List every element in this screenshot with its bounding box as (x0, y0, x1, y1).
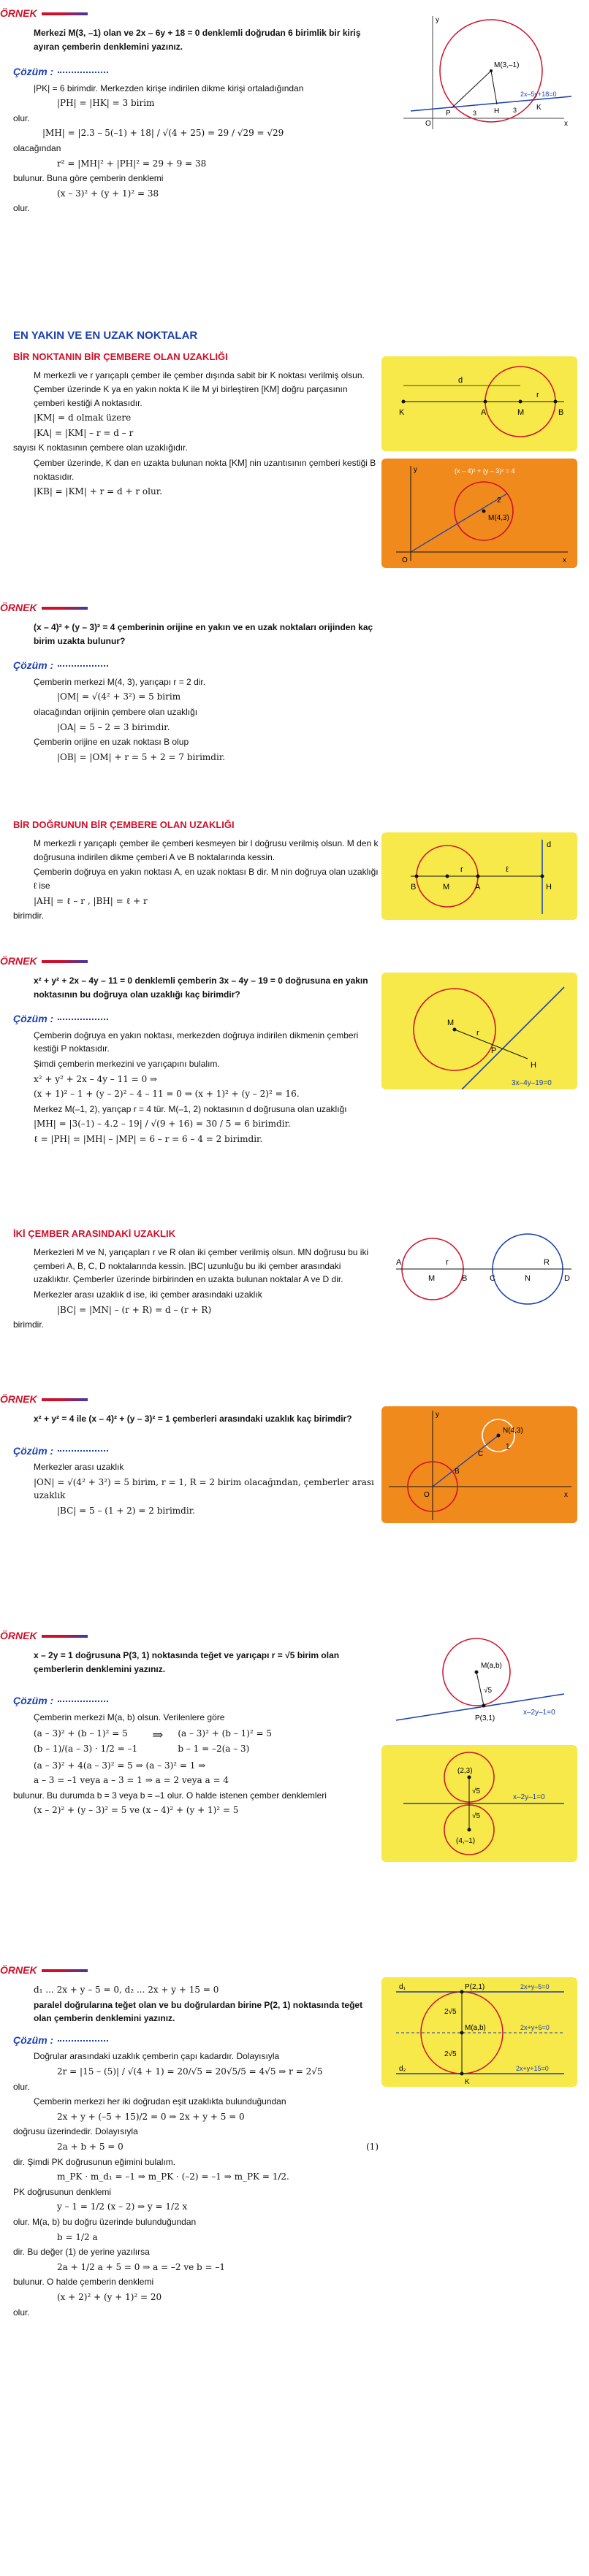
label-m: M (517, 408, 525, 417)
equation-number: (1) (366, 2142, 379, 2153)
solution-label-text: Çözüm : (13, 1444, 54, 1457)
solution-label-text: Çözüm : (13, 659, 54, 672)
text-line: olur. (13, 2081, 30, 2092)
text-line: |PK| = 6 birimdir. Merkezden kirişe indirilen dikme kirişi ortaladığından (34, 83, 304, 93)
center-point (475, 1671, 479, 1674)
point-p (482, 1704, 486, 1708)
label-r: r (476, 1029, 479, 1038)
math-line: (a – 3)² + (b – 1)² = 5 (34, 1728, 128, 1739)
system-left (34, 1725, 137, 1757)
solution-label (13, 1693, 108, 1709)
solution-label-text: Çözüm : (13, 1695, 54, 1707)
label-k: K (399, 408, 405, 417)
point-m (519, 400, 522, 404)
math-line: |OA| = 5 – 2 = 3 birimdir. (57, 721, 170, 732)
solution-label-dots (58, 72, 108, 73)
question: x – 2y = 1 doğrusuna P(3, 1) noktasında teğet ve yarıçapı r = √5 birim olan çemberlerin denklemini yazınız. (34, 1650, 340, 1674)
example-label-text: ÖRNEK (0, 7, 37, 19)
system-row (13, 1725, 379, 1757)
label-m: M (428, 1274, 436, 1283)
text-line: PK doğrusunun denklemi (13, 2186, 112, 2197)
section-subtitle: BİR DOĞRUNUN BİR ÇEMBERE OLAN UZAKLIĞI (13, 819, 235, 830)
label-l: ℓ (506, 865, 509, 874)
label-m: M(a,b) (481, 1662, 502, 1670)
math-line: b = 1/2 a (57, 2231, 98, 2242)
label-r: r (446, 1258, 449, 1267)
example-label-bar (42, 12, 88, 15)
example-label-text: ÖRNEK (0, 955, 37, 967)
label-n: N(4,3) (503, 1427, 523, 1435)
label-o: O (402, 556, 408, 564)
label-p: P(3,1) (475, 1714, 495, 1722)
math-line: 2x + y + (–5 + 15)/2 = 0 ⇒ 2x + y + 5 = 0 (57, 2111, 245, 2122)
example-label (0, 954, 88, 970)
figure-7 (381, 1628, 577, 1738)
text-line: Çemberin orijine en uzak noktası B olup (34, 737, 189, 748)
example-label-bar (42, 607, 88, 610)
label-y: y (414, 466, 417, 474)
point-b (415, 875, 419, 878)
example-label (0, 1963, 88, 1979)
label-c1: (2,3) (457, 1767, 473, 1775)
example-label-text: ÖRNEK (0, 1393, 37, 1405)
figure-2b-svg (381, 459, 577, 568)
figure-6 (381, 1406, 577, 1523)
label-o: O (424, 1491, 430, 1499)
figure-5-svg (381, 1227, 577, 1313)
solution-label (13, 658, 108, 674)
solution-label-text: Çözüm : (13, 66, 54, 77)
label-eq1: 2x+y–5=0 (520, 1983, 550, 1990)
point-a (484, 400, 487, 404)
question: x² + y² + 2x – 4y – 11 = 0 denklemli çemberin 3x – 4y – 19 = 0 doğrusuna en yakın noktasının bu doğruya olan uzaklığı kaç birimdir? (34, 975, 368, 1000)
text-line: Çemberin merkezi M(4, 3), yarıçapı r = 2 dir. (34, 676, 206, 687)
math-line: (b – 1)/(a – 3) · 1/2 = –1 (34, 1744, 138, 1755)
label-3b: 3 (513, 107, 517, 114)
math-line: 2r = |15 – (5)| / √(4 + 1) = 20/√5 = 20√5/5 = 4√5 ⇒ r = 2√5 (57, 2066, 323, 2077)
solution-label-dots (58, 1019, 108, 1020)
label-line: x–2y–1=0 (513, 1793, 545, 1801)
text-line: M merkezli r yarıçaplı çember ile çemberi kesmeyen bir l doğrusu verilmiş olsun. M den k doğrusuna indirilen dikme çemberi A ve B noktalarında kessin. (34, 838, 379, 862)
label-a: A (481, 408, 487, 417)
radius-mh (491, 71, 497, 104)
label-r1: √5 (472, 1787, 481, 1795)
math-line: |BC| = 5 – (1 + 2) = 2 birimdir. (57, 1506, 195, 1517)
label-p: P(2,1) (465, 1983, 485, 1991)
figure-9-svg (381, 1977, 577, 2087)
text-line: olacağından orijinin çembere olan uzaklığı (34, 707, 198, 718)
label-R: R (544, 1258, 550, 1267)
figure-6-svg (381, 1406, 577, 1523)
text-line: bulunur. Bu durumda b = 3 veya b = –1 olur. O halde istenen çember denklemleri (13, 1790, 327, 1801)
label-eq3: 2x+y+15=0 (516, 2065, 549, 2072)
line-on (433, 1435, 498, 1487)
label-o: O (425, 120, 431, 128)
text-line: Çemberin doğruya en yakın noktası A, en uzak noktası B dir. M nin doğruya olan uzaklığı ℓ ise (34, 867, 379, 891)
solution-label (13, 1011, 108, 1027)
text-line: Merkez M(–1, 2), yarıçap r = 4 tür. M(–1, 2) noktasının d doğrusuna olan uzaklığı (34, 1103, 347, 1114)
label-k: K (465, 2078, 470, 2086)
center-point (453, 1028, 457, 1032)
figure-4 (381, 973, 577, 1089)
solution-label (13, 2033, 108, 2049)
example-label-text: ÖRNEK (0, 1630, 37, 1641)
example-5-text (13, 1647, 379, 1819)
label-h: H (494, 107, 500, 115)
label-n: N (525, 1274, 531, 1283)
label-p: P (491, 1046, 497, 1055)
label-m: M(3,–1) (494, 61, 520, 69)
label-1: 1 (506, 1443, 510, 1451)
figure-8-svg (381, 1745, 577, 1862)
math-line: |KM| = d olmak üzere (34, 413, 132, 423)
solution-label (13, 1444, 108, 1460)
math-line: |OM| = √(4² + 3²) = 5 birim (57, 691, 181, 702)
text-line: olur. (13, 112, 30, 123)
label-c: C (490, 1274, 495, 1283)
label-d2: d₂ (399, 2065, 406, 2073)
label-h: H (546, 883, 552, 892)
radius-mp (452, 71, 491, 108)
text-line: Merkezler arası uzaklık (34, 1462, 124, 1473)
solution-label-text: Çözüm : (13, 1013, 54, 1025)
example-label-bar (42, 1635, 88, 1638)
center-2 (468, 1828, 471, 1832)
label-r2: √5 (472, 1812, 481, 1820)
label-m: M (443, 883, 450, 892)
center-point (490, 69, 493, 72)
math-line: (a – 3)² + 4(a – 3)² = 5 ⇒ (a – 3)² = 1 ⇒ (34, 1760, 206, 1771)
figure-1 (381, 9, 577, 133)
label-b: B (411, 883, 417, 892)
question: Merkezi M(3, –1) olan ve 2x – 6y + 18 = 0 denklemli doğrudan 6 birimlik bir kiriş ayıran çemberin denklemini yazınız. (34, 28, 361, 52)
text-line: bulunur. O halde çemberin denklemi (13, 2277, 154, 2288)
label-h: H (531, 1061, 536, 1070)
example-3-text (13, 973, 379, 1148)
figure-2a (381, 356, 577, 451)
label-2: 2 (497, 497, 501, 505)
example-label (0, 600, 88, 616)
label-m: M(a,b) (465, 2024, 486, 2032)
text-line: Merkezler arası uzaklık d ise, iki çember arasındaki uzaklık (34, 1289, 262, 1300)
math-line: a – 3 = –1 veya a – 3 = 1 ⇒ a = 2 veya a = 4 (34, 1775, 229, 1786)
math-line: |KA| = |KM| – r = d – r (34, 427, 134, 438)
example-label-text: ÖRNEK (0, 1964, 37, 1976)
system-right (178, 1725, 272, 1757)
text-line: doğrusu üzerindedir. Dolayısıyla (13, 2126, 138, 2137)
question: paralel doğrularına teğet olan ve bu doğrulardan birine P(2, 1) noktasında teğet olan çemberin denklemini yazınız. (34, 1999, 363, 2024)
label-a: A (396, 1258, 402, 1267)
math-line: |MH| = |3(–1) – 4.2 – 19| / √(9 + 16) = 30 / 5 = 6 birimdir. (34, 1119, 291, 1130)
solution-label (13, 64, 108, 80)
solution-label-dots (58, 1701, 108, 1702)
solution-label-dots (58, 1450, 108, 1452)
example-label-text: ÖRNEK (0, 602, 37, 613)
label-m: M (447, 1019, 455, 1027)
label-r: √5 (484, 1687, 493, 1695)
label-k: K (536, 104, 542, 112)
text-line: Merkezleri M ve N, yarıçapları r ve R olan iki çember verilmiş olsun. MN doğrusu bu iki çemberi A, B, C, D noktalarında kessin. |BC| uzunluğu bu iki çember arasındaki uzaklıktır. Çemberler üzerinde birbirinden en uzakta bulunan noktalar A ve D dir. (34, 1247, 369, 1285)
point-p (460, 1990, 464, 1994)
text-line: Şimdi çemberin merkezini ve yarıçapını bulalım. (34, 1059, 220, 1070)
example-label-bar (42, 1969, 88, 1972)
solution-label-dots (58, 2040, 108, 2042)
text-line: M merkezli ve r yarıçaplı çember ile çember dışında sabit bir K noktası verilmiş olsun. Çember üzerinde K ya en yakın nokta K ile M yi birleştiren [KM] doğru parçasının çemberi kestiği A noktasıdır. (34, 370, 365, 408)
solution-1 (13, 64, 379, 217)
figure-2a-svg (381, 356, 577, 451)
point-a (476, 875, 480, 878)
math-line: (x + 1)² – 1 + (y – 2)² – 4 – 11 = 0 ⇒ (x + 1)² + (y – 2)² = 16. (34, 1089, 300, 1100)
point-k (460, 2072, 464, 2076)
figure-4-svg (381, 973, 577, 1089)
text-line: olacağından (13, 143, 61, 154)
point-m (446, 875, 449, 878)
figure-2b (381, 459, 577, 568)
text-line: Çemberin merkezi M(a, b) olsun. Verilenlere göre (34, 1711, 225, 1722)
section-subtitle: BİR NOKTANIN BİR ÇEMBERE OLAN UZAKLIĞI (13, 351, 228, 363)
question: (x – 4)² + (y – 3)² = 4 çemberinin orijine en yakın ve en uzak noktaları orijinden kaç birim uzakta bulunur? (34, 622, 373, 646)
label-r: r (536, 391, 539, 399)
label-c2: (4,–1) (456, 1837, 476, 1845)
figure-8 (381, 1745, 577, 1862)
example-label (0, 1628, 88, 1644)
text-line: birimdir. (13, 1319, 45, 1330)
math-line: (x – 2)² + (y – 3)² = 5 ve (x – 4)² + (y + 1)² = 5 (34, 1805, 239, 1816)
text-line: dir. Şimdi PK doğrusunun eğimini bulalım. (13, 2156, 176, 2167)
label-d: d (547, 840, 552, 849)
example-1-text (13, 25, 379, 55)
text-line: birimdir. (13, 911, 45, 921)
center-n (497, 1434, 501, 1438)
math-line: |AH| = ℓ – r , |BH| = ℓ + r (34, 895, 148, 906)
label-b: B (558, 408, 564, 417)
text-line: sayısı K noktasının çembere olan uzaklığıdır. (13, 442, 188, 453)
implies-arrow: ⇒ (152, 1728, 164, 1744)
math-line: (x – 3)² + (y + 1)² = 38 (57, 188, 159, 199)
figure-3 (381, 832, 577, 920)
math-line: r² = |MH|² + |PH|² = 29 + 9 = 38 (57, 158, 207, 169)
label-a: A (475, 883, 481, 892)
label-d1: d₁ (399, 1983, 406, 1991)
label-line: 3x–4y–19=0 (512, 1079, 552, 1087)
math-line: 2a + 1/2 a + 5 = 0 ⇒ a = –2 ve b = –1 (57, 2261, 226, 2272)
example-6-text (13, 1982, 379, 2320)
example-label (0, 1392, 88, 1408)
point-h (541, 875, 544, 878)
math-line: |MH| = |2.3 – 5(–1) + 18| / √(4 + 25) = 29 / √29 = √29 (42, 128, 284, 139)
label-r1: 2√5 (444, 2008, 457, 2016)
figure-5 (381, 1227, 577, 1313)
example-2-text (13, 619, 379, 765)
math-line: (a – 3)² + (b – 1)² = 5 (178, 1728, 273, 1739)
example-label-bar (42, 1398, 88, 1401)
label-y: y (436, 16, 439, 24)
point-b (554, 400, 558, 404)
solution-label-dots (58, 665, 108, 667)
label-c: C (478, 1450, 484, 1458)
label-3a: 3 (473, 110, 477, 117)
label-y: y (436, 1411, 439, 1419)
question: x² + y² = 4 ile (x – 4)² + (y – 3)² = 1 çemberleri arasındaki uzaklık kaç birimdir? (34, 1414, 352, 1424)
math-line: |PH| = |HK| = 3 birim (57, 98, 155, 109)
label-x: x (564, 120, 568, 128)
math-line-numbered (13, 2140, 379, 2154)
label-p: P (446, 110, 451, 118)
math-line: b – 1 = –2(a – 3) (178, 1744, 250, 1755)
text-line: bulunur. Buna göre çemberin denklemi (13, 173, 164, 184)
figure-7-svg (381, 1628, 577, 1738)
math-line: m_PK · m_d₁ = –1 ⇒ m_PK · (–2) = –1 ⇒ m_PK = 1/2. (57, 2171, 289, 2182)
line-ob (411, 494, 507, 552)
text-line: Doğrular arasındaki uzaklık çemberin çapı kadardır. Dolayısıyla (34, 2051, 280, 2062)
label-d: d (458, 376, 463, 385)
text-line: dir. Bu değer (1) de yerine yazılırsa (13, 2247, 150, 2258)
math-line: |ON| = √(4² + 3²) = 5 birim, r = 1, R = 2 birim olacağından, çemberler arası uzaklık (34, 1476, 374, 1501)
example-label (0, 6, 88, 22)
label-b: B (455, 1468, 460, 1476)
math-line: ℓ = |PH| = |MH| – |MP| = 6 – r = 6 – 4 = 2 birimdir. (34, 1134, 263, 1145)
text-line: Çember üzerinde, K dan en uzakta bulunan nokta [KM] nin uzantısının çemberi kestiği B noktasıdır. (34, 457, 376, 482)
math-line: |OB| = |OM| + r = 5 + 2 = 7 birimdir. (57, 751, 226, 762)
section-2-text (13, 327, 379, 500)
example-label-bar (42, 960, 88, 963)
figure-9 (381, 1977, 577, 2087)
figure-3-svg (381, 832, 577, 920)
label-line: x–2y–1=0 (523, 1709, 555, 1717)
example-4-text (13, 1411, 379, 1519)
section-subtitle: İKİ ÇEMBER ARASINDAKİ UZAKLIK (13, 1228, 175, 1239)
text-line: Çemberin doğruya en yakın noktası, merkezden doğruya indirilen dikmenin çemberi kestiği P noktasıdır. (34, 1030, 359, 1054)
solution-label-text: Çözüm : (13, 2033, 54, 2046)
text-line: olur. (13, 2307, 30, 2318)
math-line: y – 1 = 1/2 (x – 2) ⇒ y = 1/2 x (57, 2201, 188, 2212)
math-line: d₁ ... 2x + y – 5 = 0, d₂ ... 2x + y + 15 = 0 (34, 1985, 219, 1995)
chord-line (411, 96, 571, 111)
math-line: |KB| = |KM| + r = d + r olur. (34, 486, 162, 497)
label-r: r (460, 865, 463, 874)
section-3-text (13, 818, 379, 924)
label-line: 2x–5y+18=0 (520, 91, 557, 98)
label-r2: 2√5 (444, 2050, 457, 2058)
figure-1-svg (381, 9, 577, 133)
label-x: x (564, 1491, 568, 1499)
label-d: D (564, 1274, 570, 1283)
math-line: (x + 2)² + (y + 1)² = 20 (57, 2291, 162, 2302)
label-x: x (563, 556, 566, 564)
label-circle-eq: (x – 4)² + (y – 3)² = 4 (455, 467, 515, 475)
text-line: olur. M(a, b) bu doğru üzerinde bulunduğundan (13, 2217, 197, 2227)
section-4-text (13, 1227, 379, 1333)
label-eq2: 2x+y+5=0 (520, 2024, 550, 2031)
math-line: x² + y² + 2x – 4y – 11 = 0 ⇒ (34, 1073, 158, 1084)
center-point (482, 510, 486, 513)
text-line: Çemberin merkezi her iki doğrudan eşit uzaklıkta bulunduğundan (34, 2096, 286, 2107)
label-b: B (462, 1274, 468, 1283)
label-m: M(4,3) (488, 514, 509, 522)
center-1 (468, 1776, 471, 1779)
point-k (402, 400, 406, 404)
section-title: EN YAKIN VE EN UZAK NOKTALAR (13, 329, 198, 342)
radius (476, 1672, 484, 1706)
math-expr: 2a + b + 5 = 0 (57, 2142, 123, 2153)
text-line: olur. (13, 203, 30, 214)
math-line: |BC| = |MN| – (r + R) = d – (r + R) (57, 1304, 212, 1315)
center-point (460, 2031, 464, 2035)
